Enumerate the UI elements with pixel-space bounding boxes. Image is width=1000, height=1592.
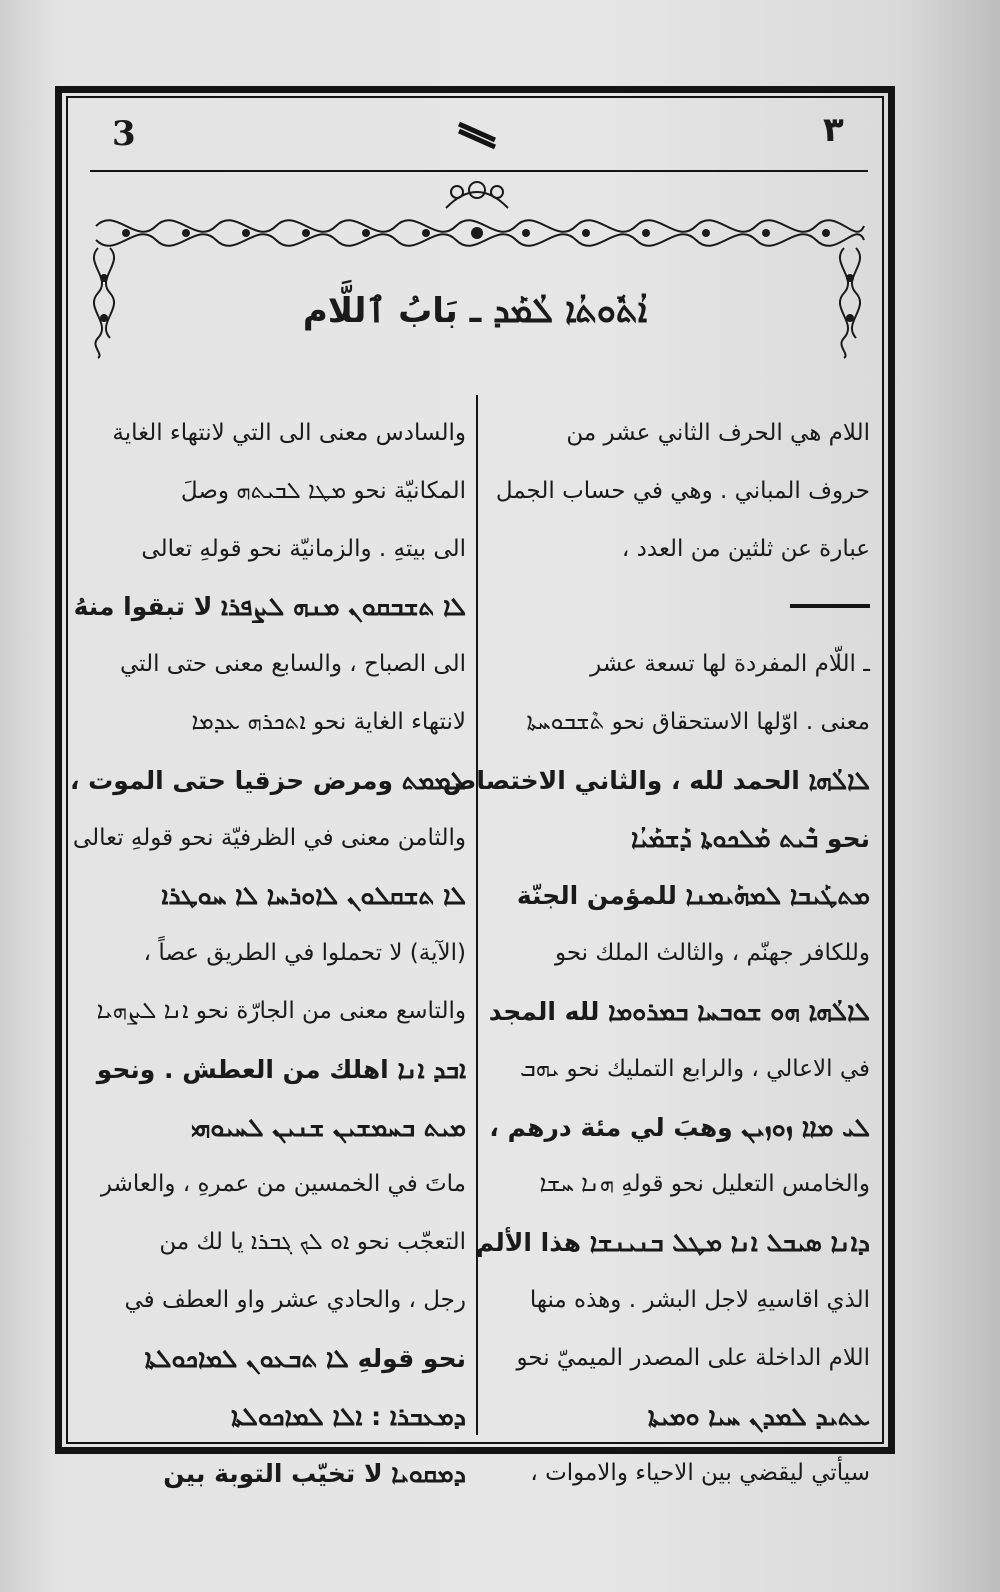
chapter-title-separator: ـ [469,291,482,331]
text-line: ܥܬܝܕ ܠܡܕܢ ܚܝܐ ܘܡܝܬܐ [647,1401,870,1431]
chapter-title-syriac: ܐܳܬܽܘܬܳܐ ܠܳܡܰܕ [493,291,648,331]
text-line: (الآية) لا تحملوا في الطريق عصاً ، [143,940,466,967]
text-line: ܡܬܛܰܝܒܐ ܠܡܗܰܝܡܢܐ للمؤمن الجنّة [516,881,870,911]
text-line: ܠܡܡܬ ومرض حزقيا حتى الموت ، [69,765,466,795]
text-line: اللام هي الحرف الثاني عشر من [566,420,870,446]
page-number-arabic: ٣ [823,110,844,150]
text-line: والتاسع معنى من الجارّة نحو ܐܢܐ ܠܨܗܝܐ [96,997,466,1024]
text-line: اللام الداخلة على المصدر الميميّ نحو [516,1344,870,1371]
page-number-latin: 3 [112,114,136,154]
text-line: معنى . اوّلها الاستحقاق نحو ܬܶܫܒܘܚܬܐ [526,708,870,735]
text-line: والثامن معنى في الظرفيّة نحو قولهِ تعالى [72,824,466,851]
section-rule [492,578,870,636]
text-line: في الاعالي ، والرابع التمليك نحو ܝܗܒ [519,1055,870,1082]
header-rule [90,170,868,172]
text-line: نحو ܒܶܝܬ ܡܰܠܟܘܬܐ ܕܰܫܡܰܝܳܐ [630,823,870,853]
text-line: ܕܡܥܒܪܐ : ܐܠܐ ܠܡܐܟܘܠܬܐ [231,1401,466,1431]
chapter-title [300,290,650,350]
text-line: الى الصباح ، والسابع معنى حتى التي [119,651,466,678]
text-line: ܠܐܠܳܗܐ ܗܘ ܫܘܒܚܐ ܒܡܪܘܡܐ لله المجد [488,996,870,1026]
text-line: ܠܝ ܡܐܐ ܙܘܙܝܢ وهبَ لي مئة درهم ، [489,1112,870,1142]
text-line: وللكافر جهنّم ، والثالث الملك نحو [554,940,870,967]
text-line: والخامس التعليل نحو قولهِ ܗܢܐ ܚܫܐ [539,1171,870,1198]
text-line: رجل ، والحادي عشر واو العطف في [124,1286,466,1313]
text-line: ܠܐ ܬܫܩܠܘܢ ܠܐܘܪܚܐ ܠܐ ܚܘܛܪܐ [161,881,466,911]
text-line: ܠܐܠܳܗܐ الحمد لله ، والثاني الاختصاص [442,765,870,795]
text-line: ܡܝܬ ܒܚܡܫܝܢ ܫܢܝܢ ܠܚܝܘܗܝ [191,1112,466,1142]
text-line: ܠܐ ܬܫܒܩܘܢ ܡܢܗ ܠܨܦܪܐ لا تبقوا منهُ [73,592,466,622]
text-line: والسادس معنى الى التي لانتهاء الغاية [112,420,466,446]
text-line: ܕܐܢܐ ܣܝܒܠ ܐܢܐ ܡܛܠ ܒܢܝܢܫܐ هذا الألم [475,1228,870,1258]
text-line: ـ اللّام المفردة لها تسعة عشر [590,651,870,678]
column-divider [476,395,478,1435]
text-line: المكانيّة نحو ܡܛܐ ܠܒܝܬܗ وصلَ [180,477,466,504]
text-line: ܕܡܩܘܝܐ لا تخيّب التوبة بين [163,1459,466,1489]
text-line: عبارة عن ثلثين من العدد ، [621,535,870,562]
double-slash-mark [455,118,500,146]
text-line: ماتَ في الخمسين من عمرهِ ، والعاشر [100,1171,466,1198]
right-column [442,405,870,1503]
left-column [69,405,466,1503]
text-line: سيأتي ليقضي بين الاحياء والاموات ، [530,1460,870,1487]
text-line: ܐܒܕ ܐܢܐ اهلك من العطش . ونحو [96,1054,466,1084]
text-line: حروف المباني . وهي في حساب الجمل [495,477,870,504]
text-line: الذي اقاسيهِ لاجل البشر . وهذه منها [529,1286,870,1313]
chapter-title-arabic: بَابُ ٱللَّام [302,291,458,331]
text-line: الى بيتهِ . والزمانيّة نحو قولهِ تعالى [141,535,466,562]
text-line: التعجّب نحو ܐܘ ܠܟ ܓܒܪܐ يا لك من [159,1229,466,1256]
text-line: لانتهاء الغاية نحو ܐܬܟܪܗ ܥܕܡܐ [191,708,466,735]
text-line: نحو قولهِ ܠܐ ܬܒܥܘܢ ܠܡܐܟܘܠܬܐ [144,1343,466,1373]
